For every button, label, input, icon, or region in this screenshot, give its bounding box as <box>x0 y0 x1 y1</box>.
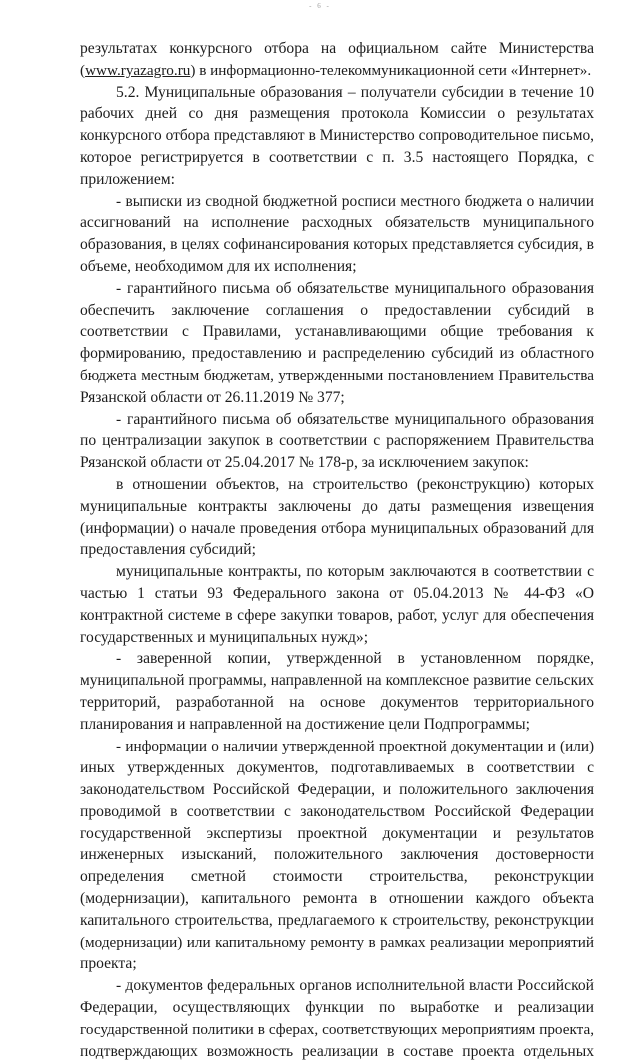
text-line: конкурсного отбора представляют в Министерство сопроводительное письмо, <box>80 127 594 145</box>
text-line: контрактной системе в сфере закупки товаров, работ, услуг для обеспечения <box>80 606 594 624</box>
text-line: (модернизации), капитального ремонта в отношении каждого объекта <box>80 890 594 908</box>
text-line: Федерации, осуществляющих функции по выработке и реализации <box>80 999 594 1017</box>
text-line: объеме, необходимом для их исполнения; <box>80 257 357 275</box>
text-line: муниципальной программы, направленной на комплексное развитие сельских <box>80 672 594 690</box>
text-line: государственных и муниципальных нужд»; <box>80 628 369 646</box>
text-line: Рязанской области от 26.11.2019 № 377; <box>80 388 345 406</box>
text-line: государственной экспертизы проектной документации и результатов <box>80 824 594 842</box>
text-line: - заверенной копии, утвержденной в установленном порядке, <box>116 650 594 668</box>
website-link[interactable]: www.ryazagro.ru <box>85 61 191 79</box>
text-line: государственной политики в сферах, соответствующих мероприятиям проекта, <box>80 1020 594 1038</box>
text-line: частью 1 статьи 93 Федерального закона от 05.04.2013 № 44-ФЗ «О <box>80 584 594 602</box>
text-line: капитального строительства, предлагаемого к строительству, реконструкции <box>80 911 594 929</box>
text-line: предоставления субсидий; <box>80 541 256 559</box>
text-line: - гарантийного письма об обязательстве муниципального образования <box>116 279 594 297</box>
text-line: которое регистрируется в соответствии с п. 3.5 настоящего Порядка, с <box>80 148 594 166</box>
text-line: Рязанской области от 25.04.2017 № 178-р, за исключением закупок: <box>80 454 529 472</box>
text-line: образования, в целях софинансирования которых представляется субсидия, в <box>80 236 594 254</box>
text-line: законодательством Российской Федерации, и положительного заключения <box>80 781 594 799</box>
text-line: иных утвержденных документов, подготавливаемых в соответствии с <box>80 759 594 777</box>
text-line: рабочих дней со дня размещения протокола Комиссии о результатах <box>80 105 594 123</box>
text-line: формированию, предоставлению и распределению субсидий из областного <box>80 345 594 363</box>
text-line: муниципальные контракты заключены до даты размещения извещения <box>80 497 594 515</box>
text-line: бюджета местным бюджетам, утвержденными постановлением Правительства <box>80 366 594 384</box>
text-line: проводимой в соответствии с законодательством Российской Федерации <box>80 802 594 820</box>
text-line: - документов федеральных органов исполнительной власти Российской <box>116 977 594 995</box>
text-line: соответствии с Правилами, устанавливающими общие требования к <box>80 323 594 341</box>
text-line: по централизации закупок в соответствии с распоряжением Правительства <box>80 432 594 450</box>
text-line: (www.ryazagro.ru) в информационно-телекоммуникационной сети «Интернет». <box>80 61 592 79</box>
text-line: - гарантийного письма об обязательстве муниципального образования <box>116 410 594 428</box>
text-line: - выписки из сводной бюджетной росписи местного бюджета о наличии <box>116 192 594 210</box>
text-line: проекта; <box>80 955 137 973</box>
text-line: (модернизации) или капитальному ремонту в рамках реализации мероприятий <box>80 933 594 951</box>
text-line: ассигнований на исполнение расходных обязательств муниципального <box>80 214 594 232</box>
text-line: результатах конкурсного отбора на официальном сайте Министерства <box>80 40 594 57</box>
page-number-marker: - 6 - <box>309 2 331 10</box>
text-line: территорий, разработанной на основе документов территориального <box>80 693 594 711</box>
text-line: в отношении объектов, на строительство (реконструкцию) которых <box>116 475 594 493</box>
text-line: муниципальные контракты, по которым заключаются в соответствии с <box>116 563 594 581</box>
text-line: обеспечить заключение соглашения о предоставлении субсидий в <box>80 301 594 319</box>
text-line: приложением: <box>80 170 175 188</box>
document-page <box>80 38 594 1062</box>
text-line: инженерных изысканий, положительного заключения достоверности <box>80 846 594 864</box>
text-line: (информации) о начале проведения отбора муниципальных образований для <box>80 519 594 537</box>
text-line: подтверждающих возможность реализации в составе проекта отдельных <box>80 1042 594 1060</box>
text-line: определения сметной стоимости строительства, реконструкции <box>80 868 594 886</box>
text-line: планирования и направленной на достижение цели Подпрограммы; <box>80 715 530 733</box>
text-line: 5.2. Муниципальные образования – получатели субсидии в течение 10 <box>116 83 594 101</box>
text-line: - информации о наличии утвержденной проектной документации и (или) <box>116 737 594 755</box>
